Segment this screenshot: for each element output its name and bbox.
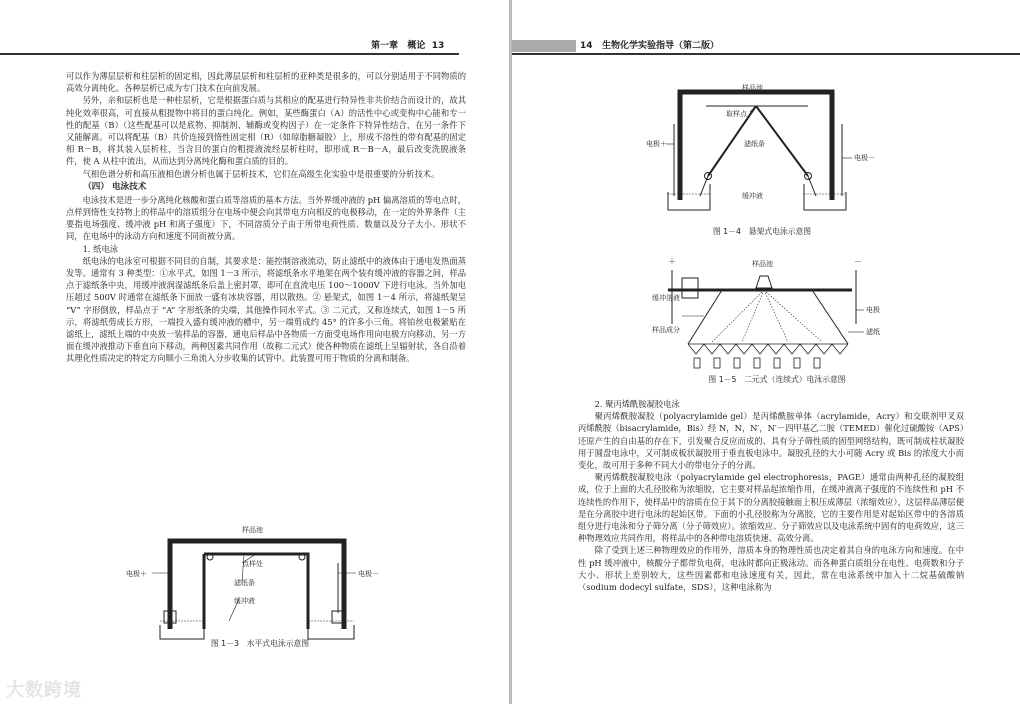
subheading: 2. 聚丙烯酰胺凝胶电泳: [594, 399, 680, 409]
paragraph: 另外，亲和层析也是一种柱层析，它是根据蛋白质与其相应的配基进行特异性非共价结合而设计的，故其纯化效率很高，可直接从粗提物中将目的蛋白纯化。例如，某些酶蛋白（A）的活性中心或变构中心能和专一性的配基（B）（这些配基可以是底物、抑制剂、辅酶或变构因子）在一定条件下特异性结合，在另一条件下又能解离。可以将配基（B）共价连接到惰性固定相（R）（如琼脂糖凝胶）上，形成不溶性的带有配基的固定相 R－B，将其装入层析柱，当含目的蛋白的粗提液流经层析柱时，即形成 R－B－A，最后改变洗脱液条件，使 A 从柱中流出，从而达到分离纯化酶和蛋白质的目的。: [66, 95, 466, 167]
figure-1-4-caption: 图 1－4 悬架式电泳示意图: [712, 227, 812, 236]
figure-label: 取样点: [726, 110, 747, 118]
left-page-number: 13: [431, 41, 445, 51]
figure-label: －: [854, 257, 862, 266]
right-running-header: [580, 38, 830, 54]
figure-label: 电极＋: [126, 570, 147, 578]
right-page: [512, 0, 1020, 704]
watermark: 大数跨境: [6, 680, 82, 701]
paragraph: 电泳技术是进一步分离纯化核酸和蛋白质等溶质的基本方法。当外界缓冲液的 pH 偏离溶质的等电点时，点样到惰性支持物上的样品中的溶质组分在电场中便会向其带电方向相反的电极移动，在一定的外界条件（主要指电场强度、缓冲液 pH 和离子强度）下，不同溶质分子由于所带电荷性质、数量以及分子大小、形状不同，在电场中的泳动方向和速度不同而被分离。: [66, 194, 466, 242]
figure-1-3-diagram: [124, 521, 384, 643]
left-page: [0, 0, 509, 704]
paragraph: 聚丙烯酰胺凝胶（polyacrylamide gel）是丙烯酰胺单体（acrylamide，Acry）和交联剂甲叉双丙烯酰胺（bisacrylamide，Bis）经 N，N，N′，N′－四甲基乙二胺（TEMED）催化过硫酸铵（APS）还原产生的自由基的存在下，引发聚合反应而成的、具有分子筛性质的固型网络结构，既可制成柱状凝胶用于圆盘电泳中，又可制成板状凝胶用于垂直板电泳中。凝胶孔径的大小可随 Acry 或 Bis 的浓度大小而变化，故可用于多种不同大小的带电分子的分离。: [578, 411, 964, 471]
figure-label: 样品池: [742, 84, 763, 92]
figure-label: 点样处: [242, 560, 263, 568]
figure-label: 样品池: [242, 526, 263, 534]
figure-1-4-diagram: [646, 84, 876, 214]
figure-label: 缓冲溶液: [652, 294, 680, 302]
book-title: 生物化学实验指导（第二版）: [601, 41, 719, 51]
right-body: [578, 398, 964, 593]
paragraph: 可以作为薄层层析和柱层析的固定相，因此薄层层析和柱层析的亚种类是很多的，可以分别适用于不同物质的高效分离纯化。各种层析已成为专门技术在向前发展。: [66, 71, 466, 94]
figure-label: 滤纸条: [234, 579, 255, 587]
figure-label: 缓冲液: [234, 597, 255, 605]
figure-1-3-caption: 图 1－3 水平式电泳示意图: [210, 639, 310, 648]
right-page-number: 14: [580, 41, 593, 51]
subheading: 1. 纸电泳: [82, 243, 119, 254]
figure-label: 滤纸条: [744, 140, 765, 148]
figure-label: 电极－: [854, 154, 875, 162]
figure-1-5-diagram: [652, 254, 892, 372]
figure-1-5-caption: 图 1－5 二元式（连续式）电泳示意图: [708, 375, 846, 384]
paragraph: 纸电泳的电泳室可根据不同目的自制，其要求是：能控制溶液流动，防止滤纸中的液体由于通电发热面蒸发等。通常有 3 种类型：①水平式，如图 1－3 所示，将滤纸条水平地架在两个装有缓冲液的容器之间，样品点于滤纸条中央，用缓冲液润湿滤纸条后盖上密封罩，即可在直流电压 100～1000V 下进行电泳。当外加电压超过 500V 时通常在滤纸条下面放一盛有冰块容器，用以散热。② 悬架式，如图 1－4 所示，将滤纸架呈 “V” 字形倒放，样品点于 “A” 字形纸条的尖端，其他操作同水平式。③ 二元式，又称连续式，如图 1－5 所示，将滤纸剪成长方形，一端投入盛有缓冲液的槽中，另一端剪成约 45° 的许多小三角。将铂丝电极紧贴在滤纸上，滤纸上端的中央放一装样品的容器，通电后样品中各物质一方面受电场作用向电极方向移动，另一方面在缓冲液推动下垂直向下移动，两种因素共同作用（故称二元式）使各种物质在滤纸上呈辐射状，各自沿着其理化性质决定的特定方向顺小三角流入分步收集的试管中。此装置可用于物质的分离和制备。: [66, 255, 466, 364]
chapter-label: 第一章: [371, 41, 399, 51]
figure-label: 滤纸: [866, 328, 880, 336]
header-rule: [0, 53, 459, 55]
left-body-top: [66, 70, 466, 365]
figure-label: 缓冲液: [742, 192, 763, 200]
paragraph: 除了受到上述三种物理效应的作用外，溶质本身的物理性质也决定着其自身的电泳方向和速度。在中性 pH 缓冲液中，核酸分子都带负电荷，电泳时都向正极泳动。而各种蛋白质组分在电性、电荷数和分子大小、形状上差别较大，这些因素都和电泳速度有关，因此，常在电泳系统中加入十二烷基硫酸钠（sodium dodecyl sulfate，SDS），这种电泳称为: [578, 545, 964, 593]
figure-label: 电极－: [358, 570, 379, 578]
figure-label: 样品池: [752, 260, 773, 268]
figure-label: 电极＋: [646, 140, 667, 148]
header-bar: [512, 40, 576, 52]
paragraph: 聚丙烯酰胺凝胶电泳（polyacrylamide gel electrophoresis，PAGE）通常由两种孔径的凝胶组成，位于上面的大孔径胶称为浓缩胶，它主要对样品起浓缩作用，在缓冲液离子强度的不连续性和 pH 不连续性的作用下，使样品中的溶质在位于其下的分离胶接触面上积压成薄层（浓缩效应），这层样品薄层便是在分离胶中进行电泳的起始区带。下面的小孔径胶称为分离胶，它的主要作用是对起始区带中的各溶质组分进行电泳和分子筛分离（分子筛效应）。浓缩效应、分子筛效应以及电泳系统中固有的电荷效应，这三种物理效应共同作用，将样品中的各种带电溶质快速、高效分离。: [578, 472, 964, 544]
header-rule: [512, 53, 1020, 55]
section-heading: （四） 电泳技术: [83, 181, 147, 192]
chapter-title: 概论: [407, 41, 426, 51]
figure-label: 样品成分: [652, 326, 680, 334]
paragraph: 气相色谱分析和高压液相色谱分析也属于层析技术，它们在高级生化实验中是很重要的分析技术。: [82, 168, 440, 179]
left-running-header: [371, 38, 501, 54]
figure-label: 电极: [866, 306, 880, 314]
figure-label: ＋: [668, 257, 676, 266]
